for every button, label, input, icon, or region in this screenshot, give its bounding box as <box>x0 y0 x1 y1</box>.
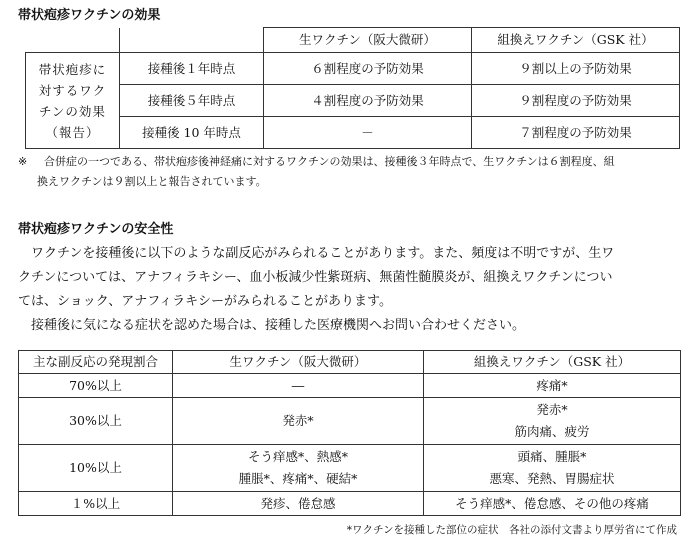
category-line: 帯状疱疹に <box>38 61 107 77</box>
effect-row <box>26 117 680 149</box>
category-line: （報告） <box>45 124 100 140</box>
side-effect-row <box>19 398 681 445</box>
recombinant-cell <box>424 398 681 445</box>
header-rate: 主な副反応の発現割合 <box>19 351 173 374</box>
effect-header-recombinant: 組換えワクチン（GSK 社） <box>472 28 680 53</box>
recombinant-cell <box>424 445 681 492</box>
effect-recombinant-value: ９割以上の予防効果 <box>472 53 680 85</box>
effect-table-header-row <box>26 28 680 53</box>
note-mark: ※ <box>18 155 28 168</box>
effect-section-title: 帯状疱疹ワクチンの効果 <box>18 8 161 23</box>
header-live: 生ワクチン（阪大微研） <box>173 351 424 374</box>
paragraph-line: ては、ショック、アナフィラキシーがみられることがあります。 <box>18 294 393 309</box>
cell-line: 悪寒、発熱、胃腸症状 <box>489 471 615 486</box>
effect-row <box>26 53 680 85</box>
cell-line: 筋肉痛、疲労 <box>514 424 590 439</box>
effect-live-value: ６割程度の予防効果 <box>264 53 472 85</box>
effect-recombinant-value: ７割程度の予防効果 <box>472 117 680 149</box>
table-footnote: *ワクチンを接種した部位の症状 各社の添付文書より厚労省にて作成 <box>346 524 677 536</box>
effect-row-label: 接種後 10 年時点 <box>120 117 264 149</box>
live-cell <box>173 445 424 492</box>
cell-line: 頭痛、腫脹* <box>517 449 587 464</box>
side-effect-table <box>18 350 681 516</box>
effect-header-live: 生ワクチン（阪大微研） <box>264 28 472 53</box>
live-cell <box>173 492 424 516</box>
recombinant-cell <box>424 492 681 516</box>
note-line-2: 換えワクチンは９割以上と報告されています。 <box>37 175 267 188</box>
rate-cell: 70%以上 <box>19 374 173 398</box>
effect-table-corner-2 <box>120 28 264 53</box>
category-line: 対するワク <box>38 82 107 98</box>
effect-live-value: ４割程度の予防効果 <box>264 85 472 117</box>
cell-line: 腫脹*、疼痛*、硬結* <box>238 471 358 486</box>
side-effect-row <box>19 492 681 516</box>
effect-recombinant-value: ９割程度の予防効果 <box>472 85 680 117</box>
paragraph-line: ワクチンを接種後に以下のような副反応がみられることがあります。また、頻度は不明ですが、生ワ <box>18 246 615 261</box>
safety-section-title: 帯状疱疹ワクチンの安全性 <box>18 222 174 237</box>
rate-cell: 30%以上 <box>19 398 173 445</box>
header-recombinant: 組換えワクチン（GSK 社） <box>424 351 681 374</box>
safety-paragraph-2: 接種後に気になる症状を認めた場合は、接種した医療機関へお問い合わせください。 <box>18 318 526 333</box>
side-effect-row <box>19 374 681 398</box>
cell-line: 発赤* <box>282 413 314 428</box>
effect-row-label: 接種後１年時点 <box>120 53 264 85</box>
side-effect-row <box>19 445 681 492</box>
cell-line: 疼痛* <box>536 377 568 393</box>
cell-line: 発疹、倦怠感 <box>260 495 336 511</box>
effect-table <box>25 27 680 149</box>
note-line-1: 合併症の一つである、帯状疱疹後神経痛に対するワクチンの効果は、接種後３年時点で、生ワクチンは６割程度、組 <box>44 155 615 168</box>
paragraph-line: クチンについては、アナフィラキシー、血小板減少性紫斑病、無菌性髄膜炎が、組換えワクチンについ <box>18 270 613 285</box>
effect-table-corner <box>26 28 120 53</box>
effect-live-value: － <box>264 117 472 149</box>
effect-note <box>18 152 682 192</box>
live-cell <box>173 374 424 398</box>
cell-line: 発赤* <box>536 402 568 417</box>
side-effect-header-row <box>19 351 681 374</box>
recombinant-cell <box>424 374 681 398</box>
cell-line: ― <box>291 377 305 393</box>
effect-row-label: 接種後５年時点 <box>120 85 264 117</box>
safety-paragraph-1 <box>18 242 682 314</box>
category-line: チンの効果 <box>39 103 106 119</box>
effect-row <box>26 85 680 117</box>
rate-cell: 10%以上 <box>19 445 173 492</box>
cell-line: そう痒感*、倦怠感、その他の疼痛 <box>455 495 649 511</box>
live-cell <box>173 398 424 445</box>
cell-line: そう痒感*、熱感* <box>247 449 348 464</box>
effect-category-label <box>26 53 120 149</box>
rate-cell: １%以上 <box>19 492 173 516</box>
